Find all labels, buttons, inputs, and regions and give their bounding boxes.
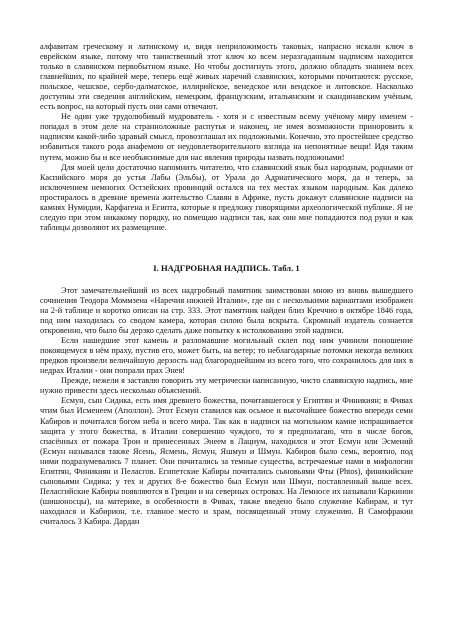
intro-text xyxy=(40,42,413,233)
section-text xyxy=(40,286,413,527)
paragraph: Прежде, нежели я заставлю говорить эту метрически написанную, чисто славянскую надпись, мне нужно привести здесь несколько объяснений. xyxy=(40,376,413,396)
paragraph: Есмун, сын Сидика, есть имя древнего божества, почитавшегося у Египтян и Финикиян; в Фивах чтим был Исменеем (Аполлон). Этот Есмун ставился как осьмое и высочайшее божество впереди семи Кабиров и почитался богом неба и всего мира. Так как в надписи на могильном камне испрашивается защита у этого божества, в Италии совершенно чуждого, то я предполагаю, что в числе богов, спасённых от пожара Трои и принесенных Энеем в Лациум, находился и этот Есмун или Эсмений (Есмун назывался также Ясень, Ясмень, Ясмун, Яшмун и Шмун. Кабиров было семь, вероятно, под ними подразумевались 7 планет. Они почитались за темные существа, встречаемые нами в мифологии Египтян, Финикиян и Пеласгов. Египетские Кабиры почитались сыновьями Фты (Phtos), финикийские сыновьями Сидика; у тех и других 8-е божество был Есмун или Шмун, поставленный выше всех. Пеласгийские Кабиры появляются в Греции и на северных островах. На Лемносе их называли Каркинои (шишоносцы), на материке, в особенности в Фивах, также введено было служение Кабирам, и тут находился и Кабирион, т.е. главное место и храм, посвященный этому служению. В Самофракии считалось 3 Кабира. Дардан xyxy=(40,396,413,526)
section-heading: I. НАДГРОБНАЯ НАДПИСЬ. Табл. 1 xyxy=(153,262,300,273)
paragraph: алфавитам греческому и латинскому и, видя неприложимость таковых, напрасно искали ключ в еврейском языке, потому что таинственный этот ключ ко всем неразгаданным надписям находится только в славянском первобытном языке. Но чтобы достигнуть этого, должно обладать знанием всех главнейших, по крайней мере, теперь ещё живых наречий славянских, которыми почитаются: русское, польское, чешское, сербо-далматское, иллирийское, венедское или вендское и литовское. Насколько доступны эти сведения английским, немецким, французским, итальянским и скандинавским учёным, есть вопрос, на который пусть они сами отвечают. xyxy=(40,42,413,112)
paragraph: Если нашедшие этот камень и разломавшие могильный склеп под ним учинили поношение покоящемуся в нём праху, пустив его, может быть, на ветер; то неблагодарные потомки некогда великих предков произвели величайшую дерзость над благороднейшим из всего того, что сохранилось для них в недрах Италии - они попрали прах Энея! xyxy=(40,336,413,376)
paragraph: Не один уже трудолюбивый мудрователь - хотя и с известным всему учёному миру именем - попадал в этом деле на странноложные распутья и наконец, не имея возможности приноровить к надписям какой-либо здравый смысл, провозглашал их подложными. Конечно, это простейшее средство избавиться такого рода анафемою от неудовлетворительного взгляда на непонятные вещи! Идя таким путем, можно бы и все необъяснимые для нас явления природы назвать подложными! xyxy=(40,112,413,162)
paragraph: Для моей цели достаточно напомнить читателю, что славянский язык был народным, родными от Каспийского моря до устья Лабы (Эльбы), от Урала до Адриатического моря, да и теперь, за исключением немногих Остзейских провинций остался на тех местах языком народным. Как далеко простиралось в древние времена жительство Славян в Африке, пусть докажут славянские надписи на камнях Нумидии, Карфагена и Египта, которые я предложу говорящими археологической публике. Я не следую при этом никакому порядку, но помещаю надписи так, как они мне попадаются под руки и как таблицы дозволяют их размещение. xyxy=(40,162,413,232)
section-gap xyxy=(40,233,413,263)
paragraph: Этот замечательнейший из всех надгробный памятник заимствован мною из вновь вышедшего сочинения Теодора Моммзена «Наречия нижней Италии», где он с несколькими вариантами изображен на 2-й таблице и коротко описан на стр. 333. Этот памятник найден близ Креччио в октябре 1846 года, под ним находилась со сводом камера, которая силою была вскрыта. Скромный издатель сознается откровенно, что было бы дерзко сделать даже попытку к истолкованию этой надписи. xyxy=(40,285,413,336)
